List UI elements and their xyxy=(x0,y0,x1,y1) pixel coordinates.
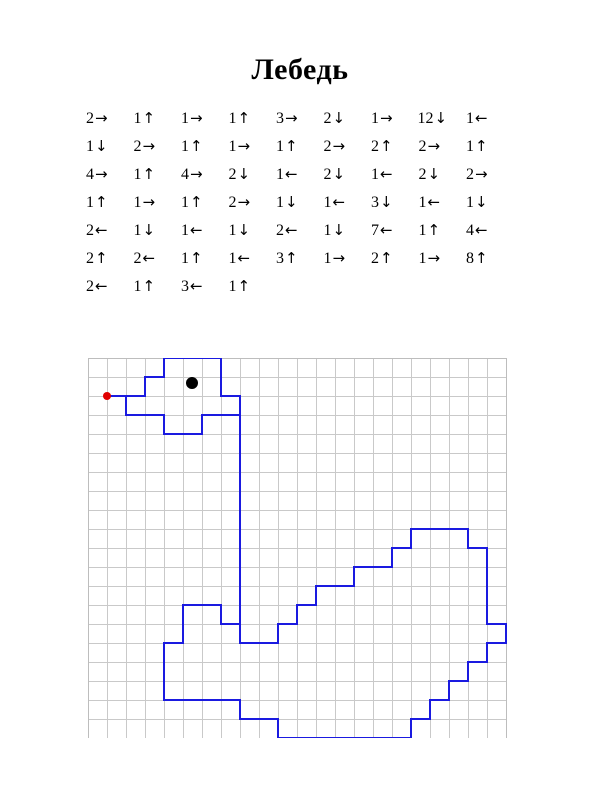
step-direction-arrow-icon: → xyxy=(475,165,488,183)
step-count: 1 xyxy=(133,194,142,211)
step-direction-arrow-icon: ← xyxy=(190,221,203,239)
step-count: 2 xyxy=(323,138,332,155)
step-count: 3 xyxy=(276,250,284,267)
step-count: 1 xyxy=(181,222,189,239)
step-count: 2 xyxy=(86,222,94,239)
step-count: 4 xyxy=(466,222,474,239)
instruction-step xyxy=(323,249,371,268)
step-direction-arrow-icon: ← xyxy=(285,221,298,239)
step-direction-arrow-icon: ↑ xyxy=(142,277,156,295)
step-count: 1 xyxy=(228,110,237,127)
step-count: 1 xyxy=(466,194,474,211)
step-direction-arrow-icon: → xyxy=(427,137,441,155)
instruction-row xyxy=(85,109,515,137)
instruction-step xyxy=(180,137,228,156)
step-count: 1 xyxy=(86,138,94,155)
step-count: 1 xyxy=(418,222,427,239)
step-count: 3 xyxy=(371,194,379,211)
step-count: 4 xyxy=(86,166,94,183)
step-direction-arrow-icon: ↑ xyxy=(190,137,203,155)
instruction-step xyxy=(465,249,513,268)
step-count: 2 xyxy=(86,110,94,127)
step-direction-arrow-icon: ↓ xyxy=(434,109,448,127)
instruction-step xyxy=(370,221,418,240)
drawing-grid xyxy=(88,358,512,738)
instruction-step xyxy=(133,249,181,268)
step-count: 1 xyxy=(371,110,379,127)
instruction-step xyxy=(323,221,371,240)
instruction-step xyxy=(133,277,181,296)
step-direction-arrow-icon: → xyxy=(142,137,156,155)
step-count: 1 xyxy=(228,250,237,267)
step-count: 2 xyxy=(418,166,427,183)
step-direction-arrow-icon: ← xyxy=(190,277,203,295)
step-count: 1 xyxy=(133,110,142,127)
step-direction-arrow-icon: ↑ xyxy=(142,109,156,127)
step-direction-arrow-icon: → xyxy=(237,137,251,155)
instruction-row xyxy=(85,193,515,221)
step-direction-arrow-icon: → xyxy=(332,137,346,155)
grid-canvas xyxy=(88,358,512,738)
instruction-step xyxy=(418,193,466,212)
step-count: 1 xyxy=(133,278,142,295)
step-count: 1 xyxy=(466,138,474,155)
instruction-step xyxy=(465,193,513,212)
instruction-step xyxy=(323,193,371,212)
instruction-step xyxy=(370,137,418,156)
step-count: 1 xyxy=(228,278,237,295)
instruction-step xyxy=(85,277,133,296)
instruction-step xyxy=(133,109,181,128)
step-direction-arrow-icon: ↑ xyxy=(475,137,488,155)
instruction-step xyxy=(228,249,276,268)
step-count: 2 xyxy=(86,250,94,267)
step-count: 1 xyxy=(323,250,332,267)
step-direction-arrow-icon: ↓ xyxy=(427,165,441,183)
instruction-step xyxy=(275,109,323,128)
step-direction-arrow-icon: ↑ xyxy=(380,249,393,267)
step-direction-arrow-icon: ↑ xyxy=(237,109,251,127)
step-direction-arrow-icon: ↓ xyxy=(332,109,346,127)
step-direction-arrow-icon: ↓ xyxy=(95,137,108,155)
instruction-step xyxy=(180,193,228,212)
instruction-step xyxy=(465,109,513,128)
instruction-step xyxy=(275,193,323,212)
instruction-step xyxy=(465,165,513,184)
instruction-step xyxy=(323,165,371,184)
step-count: 2 xyxy=(133,138,142,155)
step-direction-arrow-icon: → xyxy=(237,193,251,211)
step-count: 1 xyxy=(276,194,284,211)
instruction-step xyxy=(85,249,133,268)
step-direction-arrow-icon: ↑ xyxy=(190,193,203,211)
step-count: 2 xyxy=(466,166,474,183)
step-direction-arrow-icon: → xyxy=(95,165,108,183)
step-count: 8 xyxy=(466,250,474,267)
instruction-step xyxy=(323,109,371,128)
instruction-step xyxy=(465,137,513,156)
step-count: 1 xyxy=(181,110,189,127)
instruction-step xyxy=(228,137,276,156)
step-direction-arrow-icon: ← xyxy=(285,165,298,183)
step-direction-arrow-icon: ↑ xyxy=(285,137,298,155)
step-direction-arrow-icon: ↓ xyxy=(142,221,156,239)
step-count: 1 xyxy=(181,194,189,211)
step-count: 2 xyxy=(371,250,379,267)
step-direction-arrow-icon: → xyxy=(142,193,156,211)
step-direction-arrow-icon: → xyxy=(332,249,346,267)
step-direction-arrow-icon: ← xyxy=(95,277,108,295)
step-count: 1 xyxy=(418,250,427,267)
instruction-step xyxy=(275,221,323,240)
instruction-step xyxy=(370,165,418,184)
step-direction-arrow-icon: ← xyxy=(142,249,156,267)
step-direction-arrow-icon: ↑ xyxy=(237,277,251,295)
instruction-step xyxy=(85,165,133,184)
instruction-step xyxy=(418,221,466,240)
step-count: 2 xyxy=(86,278,94,295)
step-direction-arrow-icon: → xyxy=(190,165,203,183)
step-direction-arrow-icon: ↓ xyxy=(475,193,488,211)
step-direction-arrow-icon: ← xyxy=(427,193,441,211)
instruction-step xyxy=(133,221,181,240)
step-count: 12 xyxy=(417,110,434,127)
step-count: 1 xyxy=(86,194,94,211)
instruction-step xyxy=(180,277,228,296)
instruction-step xyxy=(85,221,133,240)
step-direction-arrow-icon: → xyxy=(190,109,203,127)
step-direction-arrow-icon: ← xyxy=(95,221,108,239)
instruction-step xyxy=(180,221,228,240)
step-direction-arrow-icon: ↓ xyxy=(285,193,298,211)
step-direction-arrow-icon: → xyxy=(285,109,298,127)
instruction-step xyxy=(370,249,418,268)
step-count: 3 xyxy=(276,110,284,127)
step-direction-arrow-icon: → xyxy=(95,109,108,127)
step-direction-arrow-icon: ↑ xyxy=(142,165,156,183)
instruction-step xyxy=(418,249,466,268)
step-count: 1 xyxy=(228,222,237,239)
instruction-step xyxy=(180,109,228,128)
step-count: 7 xyxy=(371,222,379,239)
step-direction-arrow-icon: ← xyxy=(380,221,393,239)
step-direction-arrow-icon: ↓ xyxy=(332,221,346,239)
instruction-step xyxy=(275,137,323,156)
step-count: 2 xyxy=(228,194,237,211)
instruction-row xyxy=(85,277,515,305)
step-count: 1 xyxy=(133,222,142,239)
instruction-row xyxy=(85,221,515,249)
step-direction-arrow-icon: ↑ xyxy=(380,137,393,155)
start-point-marker xyxy=(103,392,111,400)
step-direction-arrow-icon: ↑ xyxy=(475,249,488,267)
step-direction-arrow-icon: ↑ xyxy=(285,249,298,267)
instruction-step xyxy=(228,165,276,184)
step-direction-arrow-icon: ↑ xyxy=(95,249,108,267)
step-direction-arrow-icon: ↓ xyxy=(237,221,251,239)
step-direction-arrow-icon: ↓ xyxy=(380,193,393,211)
step-count: 1 xyxy=(181,138,189,155)
instruction-step xyxy=(418,137,466,156)
step-direction-arrow-icon: ← xyxy=(380,165,393,183)
step-direction-arrow-icon: ← xyxy=(475,109,488,127)
swan-eye-dot xyxy=(186,377,198,389)
instruction-step xyxy=(180,249,228,268)
step-count: 1 xyxy=(323,222,332,239)
instruction-step xyxy=(418,109,466,128)
step-count: 2 xyxy=(323,110,332,127)
step-direction-arrow-icon: ← xyxy=(475,221,488,239)
step-count: 1 xyxy=(133,166,142,183)
step-count: 1 xyxy=(228,138,237,155)
instruction-step xyxy=(133,193,181,212)
instruction-list xyxy=(85,87,515,305)
step-count: 1 xyxy=(276,166,284,183)
step-count: 1 xyxy=(181,250,189,267)
instruction-step xyxy=(180,165,228,184)
instruction-step xyxy=(323,137,371,156)
step-direction-arrow-icon: ← xyxy=(332,193,346,211)
step-direction-arrow-icon: ↓ xyxy=(332,165,346,183)
instruction-step xyxy=(133,137,181,156)
instruction-row xyxy=(85,165,515,193)
instruction-step xyxy=(228,193,276,212)
step-direction-arrow-icon: → xyxy=(427,249,441,267)
instruction-step xyxy=(85,193,133,212)
instruction-row xyxy=(85,249,515,277)
step-direction-arrow-icon: ↑ xyxy=(95,193,108,211)
instruction-step xyxy=(85,109,133,128)
step-count: 2 xyxy=(276,222,284,239)
step-count: 2 xyxy=(133,250,142,267)
instruction-step xyxy=(228,277,276,296)
step-direction-arrow-icon: → xyxy=(380,109,393,127)
instruction-step xyxy=(275,249,323,268)
step-count: 1 xyxy=(371,166,379,183)
step-direction-arrow-icon: ↑ xyxy=(190,249,203,267)
instruction-step xyxy=(418,165,466,184)
step-count: 2 xyxy=(371,138,379,155)
instruction-step xyxy=(370,109,418,128)
instruction-step xyxy=(465,221,513,240)
step-count: 2 xyxy=(228,166,237,183)
step-direction-arrow-icon: ↓ xyxy=(237,165,251,183)
step-count: 2 xyxy=(418,138,427,155)
step-direction-arrow-icon: ↑ xyxy=(427,221,441,239)
instruction-step xyxy=(133,165,181,184)
instruction-step xyxy=(370,193,418,212)
step-count: 1 xyxy=(418,194,427,211)
step-count: 1 xyxy=(466,110,474,127)
instruction-step xyxy=(275,165,323,184)
instruction-step xyxy=(228,221,276,240)
step-count: 1 xyxy=(323,194,332,211)
step-direction-arrow-icon: ← xyxy=(237,249,251,267)
step-count: 3 xyxy=(181,278,189,295)
page-title: Лебедь xyxy=(251,53,349,86)
instruction-step xyxy=(228,109,276,128)
step-count: 4 xyxy=(181,166,189,183)
step-count: 2 xyxy=(323,166,332,183)
instruction-row xyxy=(85,137,515,165)
step-count: 1 xyxy=(276,138,284,155)
instruction-step xyxy=(85,137,133,156)
